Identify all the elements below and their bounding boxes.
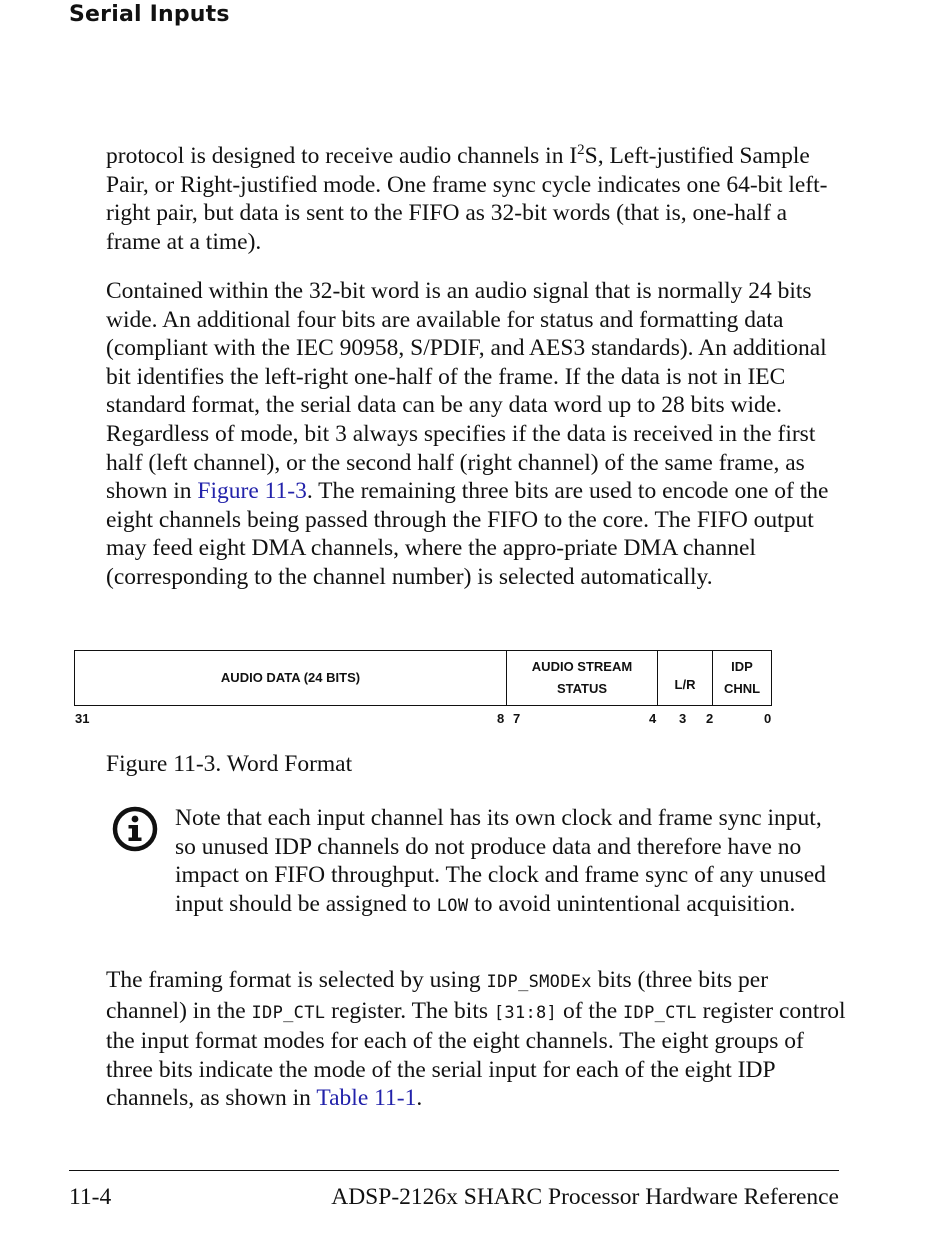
- bit-label-7: 7: [513, 711, 521, 726]
- field-left-right: L/R: [657, 651, 712, 705]
- paragraph-word-contents: Contained within the 32-bit word is an audio signal that is normally 24 bits wide. An additional four bits are available for status and formatting data (compliant with the IEC 90958, S/PDIF, and AES3 standards). An additional bit identifies the left-right one-half of the frame. If the data is not in IEC standard format, the serial data can be any data word up to 28 bits wide. Regardless of mode, bit 3 always specifies if the data is received in the first half (left channel), or the second half (right channel) of the same frame, as shown in Figure 11-3. The remaining three bits are used to encode one of the eight channels being passed through the FIFO to the core. The FIFO output may feed eight DMA channels, where the appro-priate DMA channel (corresponding to the channel number) is selected automatically.: [106, 278, 829, 590]
- code-bit-range: [31:8]: [493, 1002, 558, 1023]
- footer-divider: [69, 1170, 839, 1171]
- figure-11-3-link[interactable]: Figure 11-3: [197, 478, 307, 505]
- bit-label-0: 0: [764, 711, 772, 726]
- code-idp-ctl: IDP_CTL: [251, 1002, 326, 1023]
- paragraph-framing-format: The framing format is selected by using IDP_SMODEx bits (three bits per channel) in the IDP_CTL register. The bits [31:8] of the IDP_CTL register control the input format modes for each of the eight channels. The eight groups of three bits indicate the mode of the serial input for each of the eight IDP channels, as shown in Table 11-1.: [106, 967, 846, 1112]
- bit-label-4: 4: [649, 711, 657, 726]
- paragraph-protocol: protocol is designed to receive audio channels in $I^2S$, Left-justified Sample Pair, or Right-justified mode. One frame sync cycle indicates one 64-bit left-right pair, but data is sent to the FIFO as 32-bit words (that is, one-half a frame at a time).: [106, 142, 828, 255]
- table-11-1-link[interactable]: Table 11-1: [316, 1085, 417, 1112]
- page-header-title: Serial Inputs: [69, 2, 230, 27]
- code-idp-ctl: IDP_CTL: [623, 1002, 697, 1023]
- bit-label-3: 3: [679, 711, 687, 726]
- code-idp-smodex: IDP_SMODEx: [486, 972, 592, 992]
- info-icon: [112, 806, 158, 852]
- field-idp-channel: IDP CHNL: [712, 651, 771, 705]
- page-number: 11-4: [69, 1184, 112, 1210]
- word-format-diagram: [74, 650, 772, 706]
- bit-label-31: 31: [75, 711, 90, 726]
- document-title: ADSP-2126x SHARC Processor Hardware Reference: [331, 1184, 839, 1210]
- bit-label-8: 8: [497, 711, 505, 726]
- field-audio-data: AUDIO DATA (24 BITS): [220, 670, 361, 685]
- note-text: Note that each input channel has its own clock and frame sync input, so unused IDP channels do not produce data and therefore have no impact on FIFO throughput. The clock and frame sync of any unused input should be assigned to LOW to avoid unintentional acquisition.: [175, 805, 826, 917]
- bit-label-2: 2: [706, 711, 714, 726]
- code-low: LOW: [436, 895, 469, 916]
- field-audio-stream-status: AUDIO STREAM STATUS: [506, 651, 657, 705]
- figure-caption: Figure 11-3. Word Format: [106, 751, 353, 777]
